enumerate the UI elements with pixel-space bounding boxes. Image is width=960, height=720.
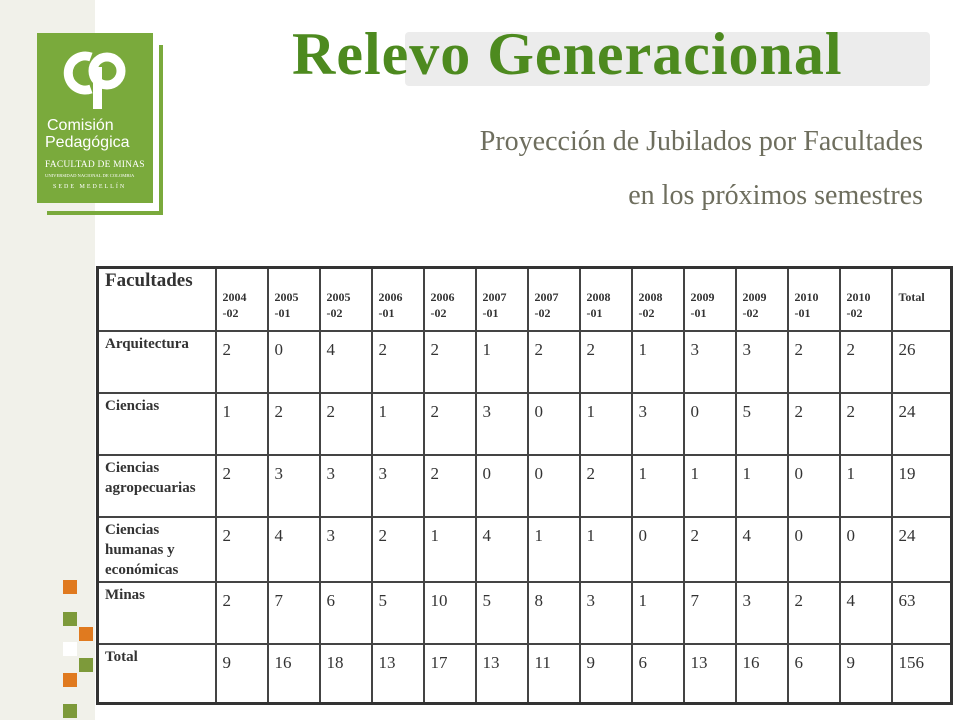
retirement-projection-table xyxy=(96,266,953,705)
column-header-period xyxy=(840,268,892,331)
period-header-line: -02 xyxy=(742,306,759,320)
row-header-line: humanas y xyxy=(105,541,175,558)
slide-title: Relevo Generacional xyxy=(292,21,843,87)
column-header-period xyxy=(216,268,268,331)
table-cell: 13 xyxy=(372,644,424,704)
table-cell: 2 xyxy=(788,582,840,644)
table-cell: 1 xyxy=(216,393,268,455)
period-header-line: 2006 xyxy=(430,290,455,304)
table-cell: 0 xyxy=(840,517,892,582)
row-header-line: económicas xyxy=(105,561,179,578)
table-cell: 2 xyxy=(424,331,476,393)
column-header-period xyxy=(684,268,736,331)
column-header-facultades: Facultades xyxy=(98,268,216,331)
table-cell: 3 xyxy=(476,393,528,455)
period-header-line: 2009 xyxy=(690,290,715,304)
column-header-period xyxy=(580,268,632,331)
table-cell: 1 xyxy=(632,582,684,644)
table-cell: 2 xyxy=(840,331,892,393)
period-header-line: -02 xyxy=(534,306,551,320)
table-cell: 6 xyxy=(788,644,840,704)
row-header-line: Arquitectura xyxy=(105,335,189,352)
column-header-period xyxy=(268,268,320,331)
table-cell: 2 xyxy=(580,455,632,517)
decorative-square xyxy=(79,627,93,641)
row-header-facultad xyxy=(98,517,216,582)
table-cell: 1 xyxy=(840,455,892,517)
table-cell: 7 xyxy=(268,582,320,644)
table-cell: 9 xyxy=(840,644,892,704)
table-cell: 9 xyxy=(580,644,632,704)
logo-text-universidad: UNIVERSIDAD NACIONAL DE COLOMBIA xyxy=(45,173,135,178)
period-header-line: 2010 xyxy=(846,290,871,304)
column-header-period xyxy=(632,268,684,331)
period-header-line: 2008 xyxy=(638,290,663,304)
table-cell: 0 xyxy=(632,517,684,582)
row-header-facultad xyxy=(98,644,216,704)
table-cell: 0 xyxy=(528,393,580,455)
table-cell: 13 xyxy=(476,644,528,704)
period-header-line: -01 xyxy=(378,306,395,320)
table-cell: 1 xyxy=(580,517,632,582)
table-cell: 6 xyxy=(320,582,372,644)
table-cell: 2 xyxy=(840,393,892,455)
table-cell: 4 xyxy=(736,517,788,582)
table-row xyxy=(98,644,952,704)
table-cell-total: 19 xyxy=(892,455,952,517)
table-cell: 1 xyxy=(632,331,684,393)
table-cell: 0 xyxy=(268,331,320,393)
table-cell: 10 xyxy=(424,582,476,644)
table-cell: 11 xyxy=(528,644,580,704)
column-header-period xyxy=(736,268,788,331)
period-header-line: -01 xyxy=(274,306,291,320)
row-header-facultad xyxy=(98,455,216,517)
table-cell: 17 xyxy=(424,644,476,704)
period-header-line: 2007 xyxy=(534,290,559,304)
column-header-period xyxy=(372,268,424,331)
table-cell: 4 xyxy=(320,331,372,393)
table-row xyxy=(98,393,952,455)
table-cell: 4 xyxy=(476,517,528,582)
period-header-line: 2005 xyxy=(326,290,351,304)
row-header-line: Minas xyxy=(105,586,146,603)
table-header-row xyxy=(98,268,952,331)
table-cell: 3 xyxy=(736,331,788,393)
table-cell: 3 xyxy=(580,582,632,644)
table-cell-total: 156 xyxy=(892,644,952,704)
decorative-square xyxy=(63,704,77,718)
table-cell: 5 xyxy=(476,582,528,644)
period-header-line: -02 xyxy=(638,306,655,320)
table-cell: 4 xyxy=(268,517,320,582)
decorative-square xyxy=(63,642,77,656)
table-cell: 16 xyxy=(736,644,788,704)
logo-text-facultad: FACULTAD DE MINAS xyxy=(45,160,145,170)
table-cell: 2 xyxy=(216,517,268,582)
table-cell: 2 xyxy=(216,331,268,393)
table-cell: 9 xyxy=(216,644,268,704)
row-header-facultad xyxy=(98,393,216,455)
table-cell: 16 xyxy=(268,644,320,704)
period-header-line: -01 xyxy=(690,306,707,320)
row-header-facultad xyxy=(98,331,216,393)
table-cell: 3 xyxy=(320,455,372,517)
period-header-line: 2007 xyxy=(482,290,507,304)
comision-pedagogica-logo xyxy=(37,33,163,215)
row-header-line: Ciencias xyxy=(105,397,160,414)
period-header-line: -01 xyxy=(482,306,499,320)
period-header-line: 2008 xyxy=(586,290,611,304)
decorative-square xyxy=(63,580,77,594)
table-cell: 2 xyxy=(216,455,268,517)
table-cell-total: 63 xyxy=(892,582,952,644)
table-cell: 3 xyxy=(268,455,320,517)
row-header-line: agropecuarias xyxy=(105,479,196,496)
period-header-line: -02 xyxy=(222,306,239,320)
table-cell: 2 xyxy=(424,455,476,517)
slide-subtitle-line1: Proyección de Jubilados por Facultades xyxy=(479,126,923,157)
table-cell: 1 xyxy=(684,455,736,517)
table-cell: 0 xyxy=(788,517,840,582)
table-cell: 1 xyxy=(424,517,476,582)
table-cell: 2 xyxy=(684,517,736,582)
column-header-period xyxy=(528,268,580,331)
period-header-line: 2009 xyxy=(742,290,767,304)
table-cell: 5 xyxy=(736,393,788,455)
column-header-total: Total xyxy=(892,268,952,331)
table-cell: 2 xyxy=(580,331,632,393)
decorative-square xyxy=(79,658,93,672)
logo-text-comision: Comisión xyxy=(47,117,114,134)
table-cell: 3 xyxy=(736,582,788,644)
table-cell: 2 xyxy=(528,331,580,393)
table-cell: 3 xyxy=(684,331,736,393)
table-cell: 7 xyxy=(684,582,736,644)
table-cell: 8 xyxy=(528,582,580,644)
cp-monogram-icon xyxy=(57,43,133,113)
table-cell: 3 xyxy=(632,393,684,455)
column-header-period xyxy=(788,268,840,331)
table-cell: 0 xyxy=(528,455,580,517)
table-row xyxy=(98,331,952,393)
table-cell-total: 26 xyxy=(892,331,952,393)
table-row xyxy=(98,582,952,644)
column-header-period xyxy=(320,268,372,331)
table-cell: 13 xyxy=(684,644,736,704)
table-cell: 0 xyxy=(788,455,840,517)
table-cell: 1 xyxy=(528,517,580,582)
logo-text-pedagogica: Pedagógica xyxy=(45,134,130,151)
table-cell: 2 xyxy=(216,582,268,644)
row-header-line: Ciencias xyxy=(105,459,160,476)
column-header-period xyxy=(476,268,528,331)
table-cell: 2 xyxy=(788,331,840,393)
period-header-line: 2004 xyxy=(222,290,247,304)
table-cell: 0 xyxy=(684,393,736,455)
table-cell: 2 xyxy=(372,517,424,582)
table-cell-total: 24 xyxy=(892,517,952,582)
decorative-square xyxy=(63,612,77,626)
decorative-square xyxy=(63,673,77,687)
table-row xyxy=(98,517,952,582)
row-header-facultad xyxy=(98,582,216,644)
period-header-line: -02 xyxy=(430,306,447,320)
table-cell: 1 xyxy=(372,393,424,455)
period-header-line: -02 xyxy=(846,306,863,320)
period-header-line: 2006 xyxy=(378,290,403,304)
table-cell: 2 xyxy=(372,331,424,393)
table-cell: 3 xyxy=(372,455,424,517)
table-cell: 1 xyxy=(736,455,788,517)
period-header-line: 2005 xyxy=(274,290,299,304)
logo-text-sede: SEDE MEDELLÍN xyxy=(53,184,127,190)
table-cell: 2 xyxy=(424,393,476,455)
table-cell: 1 xyxy=(580,393,632,455)
period-header-line: 2010 xyxy=(794,290,819,304)
table-cell: 1 xyxy=(632,455,684,517)
row-header-line: Ciencias xyxy=(105,521,160,538)
table-cell: 2 xyxy=(320,393,372,455)
table-cell: 1 xyxy=(476,331,528,393)
slide-subtitle-line2: en los próximos semestres xyxy=(628,180,923,211)
column-header-period xyxy=(424,268,476,331)
table-cell: 5 xyxy=(372,582,424,644)
table-cell: 4 xyxy=(840,582,892,644)
table-cell: 2 xyxy=(268,393,320,455)
table-cell: 18 xyxy=(320,644,372,704)
table-row xyxy=(98,455,952,517)
period-header-line: -02 xyxy=(326,306,343,320)
period-header-line: -01 xyxy=(794,306,811,320)
table-cell: 2 xyxy=(788,393,840,455)
row-header-line: Total xyxy=(105,648,138,665)
table-cell: 3 xyxy=(320,517,372,582)
table-cell: 0 xyxy=(476,455,528,517)
table-cell-total: 24 xyxy=(892,393,952,455)
table-cell: 6 xyxy=(632,644,684,704)
logo-panel xyxy=(37,33,153,203)
period-header-line: -01 xyxy=(586,306,603,320)
